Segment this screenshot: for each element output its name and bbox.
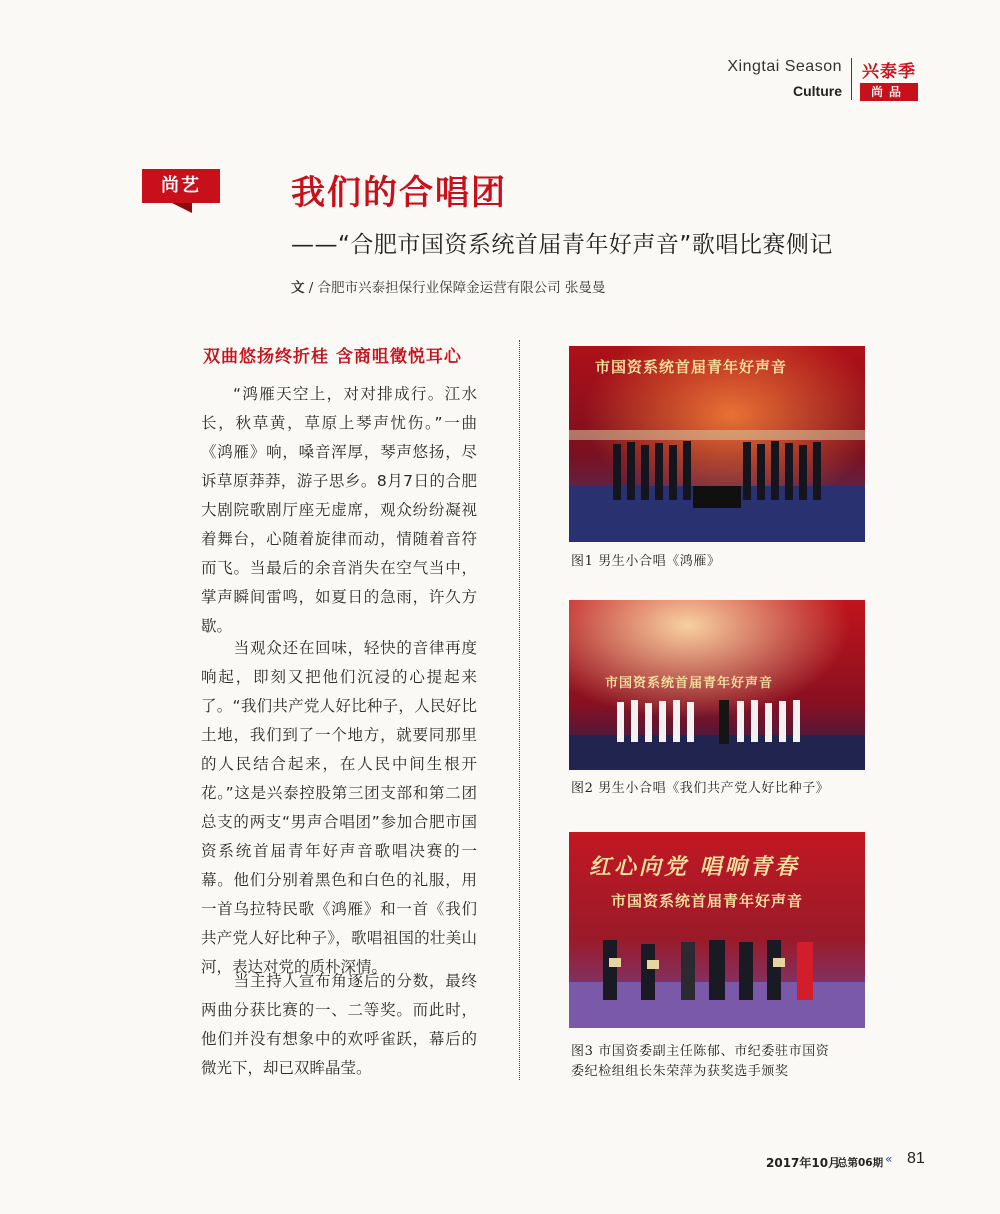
article-byline <box>291 276 605 296</box>
section-heading: 双曲悠扬终折桂 含商咀徵悦耳心 <box>203 347 462 367</box>
byline-author: / 合肥市兴泰担保行业保障金运营有限公司 张曼曼 <box>304 280 606 296</box>
photo-3-caption-line2: 委纪检组组长朱荣萍为获奖选手颁奖 <box>571 1064 789 1079</box>
section-tag-fold <box>172 203 192 213</box>
photo-3 <box>569 832 865 1028</box>
photo-2-caption: 图2 男生小合唱《我们共产党人好比种子》 <box>571 781 830 796</box>
photo-3-caption-line1: 图3 市国资委副主任陈郁、市纪委驻市国资 <box>571 1044 830 1059</box>
section-tag: 尚艺 <box>142 169 220 203</box>
photo-2-banner: 市国资系统首届青年好声音 <box>605 676 774 691</box>
byline-prefix: 文 <box>291 280 305 296</box>
article-subtitle: ——“合肥市国资系统首届青年好声音”歌唱比赛侧记 <box>291 232 833 258</box>
paragraph-3 <box>201 967 477 1083</box>
brand-logo: 兴泰季 <box>862 62 916 82</box>
photo-1-caption: 图1 男生小合唱《鸿雁》 <box>571 554 721 569</box>
paragraph-3-text: 当主持人宣布角逐后的分数，最终两曲分获比赛的一、二等奖。而此时，他们并没有想象中的欢呼雀跃，幕后的微光下，却已双眸晶莹。 <box>201 972 477 1077</box>
photo-2 <box>569 600 865 770</box>
brand-section-en: Culture <box>793 83 842 99</box>
photo-1 <box>569 346 865 542</box>
photo-3-banner-top: 红心向党 唱响青春 <box>589 855 800 880</box>
brand-name-en: Xingtai Season <box>727 58 842 75</box>
footer-date: 2017年10月 <box>766 1156 841 1170</box>
chevron-left-icon: « <box>885 1152 893 1166</box>
brand-divider <box>851 58 852 100</box>
page-number: 81 <box>907 1150 925 1167</box>
paragraph-1-text: “鸿雁天空上，对对排成行。江水长，秋草黄，草原上琴声忧伤。”一曲《鸿雁》响，嗓音浑厚，琴声悠扬，尽诉草原莽莽，游子思乡。8月7日的合肥大剧院歌剧厅座无虚席，观众纷纷凝视着舞台，心随着旋律而动，情随着音符而飞。当最后的余音消失在空气当中，掌声瞬间雷鸣，如夏日的急雨，许久方歇。 <box>201 385 477 635</box>
paragraph-2 <box>201 634 477 982</box>
column-divider <box>519 340 520 1080</box>
brand-section-cn: 尚品 <box>860 83 918 101</box>
photo-1-banner: 市国资系统首届青年好声音 <box>595 358 788 376</box>
paragraph-1 <box>201 380 477 641</box>
photo-3-banner: 市国资系统首届青年好声音 <box>611 892 804 910</box>
paragraph-2-text: 当观众还在回味，轻快的音律再度响起，即刻又把他们沉浸的心提起来了。“我们共产党人好比种子，人民好比土地，我们到了一个地方，就要同那里的人民结合起来，在人民中间生根开花。”这是兴泰控股第三团支部和第二团总支的两支“男声合唱团”参加合肥市国资系统首届青年好声音歌唱决赛的一幕。他们分别着黑色和白色的礼服，用一首乌拉特民歌《鸿雁》和一首《我们共产党人好比种子》，歌唱祖国的壮美山河，表达对党的质朴深情。 <box>201 639 477 976</box>
article-title: 我们的合唱团 <box>291 173 507 213</box>
footer-issue: 总第06期 <box>837 1157 884 1169</box>
